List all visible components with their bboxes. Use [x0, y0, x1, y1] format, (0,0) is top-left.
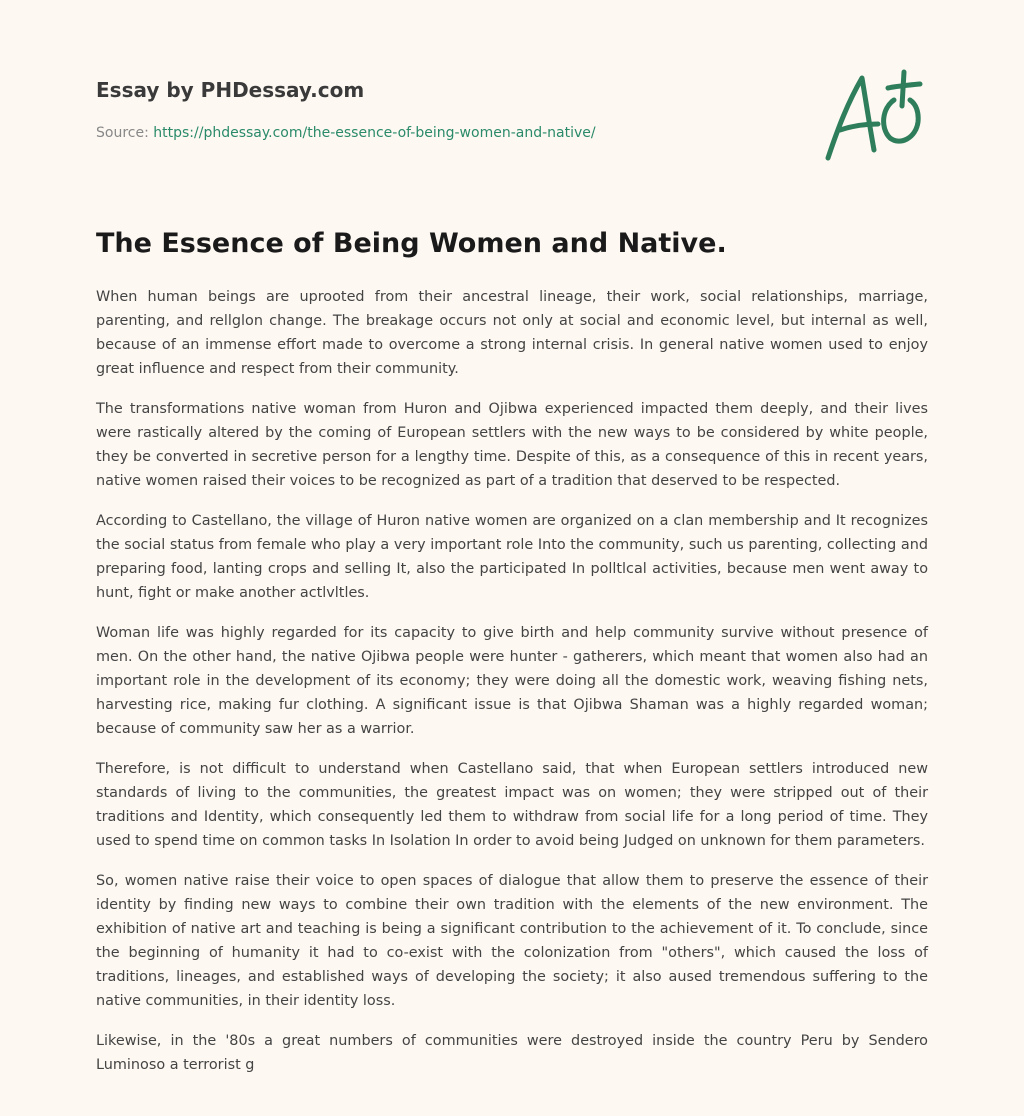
- document-title: The Essence of Being Women and Native.: [96, 228, 727, 259]
- a-plus-logo: [820, 66, 930, 166]
- source-link[interactable]: https://phdessay.com/the-essence-of-being-women-and-native/: [153, 125, 596, 141]
- paragraph: When human beings are uprooted from their ancestral lineage, their work, social relationships, marriage, parenting, and rellglon change. The breakage occurs not only at social and economic level, but internal as well, because of an immense effort made to overcome a strong internal crisis. In general native women used to enjoy great influence and respect from their community.: [96, 289, 928, 377]
- paragraph: Likewise, in the '80s a great numbers of communities were destroyed inside the country Peru by Sendero Luminoso a terrorist g: [96, 1033, 928, 1073]
- paragraph: Woman life was highly regarded for its capacity to give birth and help community survive without presence of men. On the other hand, the native Ojibwa people were hunter - gatherers, which meant that women also had an important role in the development of its economy; they were doing all the domestic work, weaving fishing nets, harvesting rice, making fur clothing. A significant issue is that Ojibwa Shaman was a highly regarded woman; because of community saw her as a warrior.: [96, 625, 928, 737]
- essay-body: [96, 285, 928, 1093]
- paragraph: The transformations native woman from Huron and Ojibwa experienced impacted them deeply, and their lives were rastically altered by the coming of European settlers with the new ways to be considered by white people, they be converted in secretive person for a lengthy time. Despite of this, as a consequence of this in recent years, native women raised their voices to be recognized as part of a tradition that deserved to be respected.: [96, 401, 928, 489]
- source-label: Source:: [96, 125, 149, 141]
- site-title: Essay by PHDessay.com: [96, 78, 365, 102]
- source-line: [96, 123, 796, 143]
- paragraph: So, women native raise their voice to open spaces of dialogue that allow them to preserve the essence of their identity by finding new ways to combine their own tradition with the elements of the new environment. The exhibition of native art and teaching is being a significant contribution to the achievement of it. To conclude, since the beginning of humanity it had to co-exist with the colonization from "others", which caused the loss of traditions, lineages, and established ways of developing the society; it also aused tremendous suffering to the native communities, in their identity loss.: [96, 873, 928, 1009]
- paragraph: Therefore, is not difficult to understand when Castellano said, that when European settlers introduced new standards of living to the communities, the greatest impact was on women; they were stripped out of their traditions and Identity, which consequently led them to withdraw from social life for a long period of time. They used to spend time on common tasks In Isolation In order to avoid being Judged on unknown for them parameters.: [96, 761, 928, 849]
- essay-header: [96, 76, 796, 143]
- paragraph: According to Castellano, the village of Huron native women are organized on a clan membership and It recognizes the social status from female who play a very important role Into the community, such us parenting, collecting and preparing food, lanting crops and selling It, also the participated In polltlcal activities, because men went away to hunt, fight or make another actlvltles.: [96, 513, 928, 601]
- a-plus-logo-icon: [820, 66, 930, 166]
